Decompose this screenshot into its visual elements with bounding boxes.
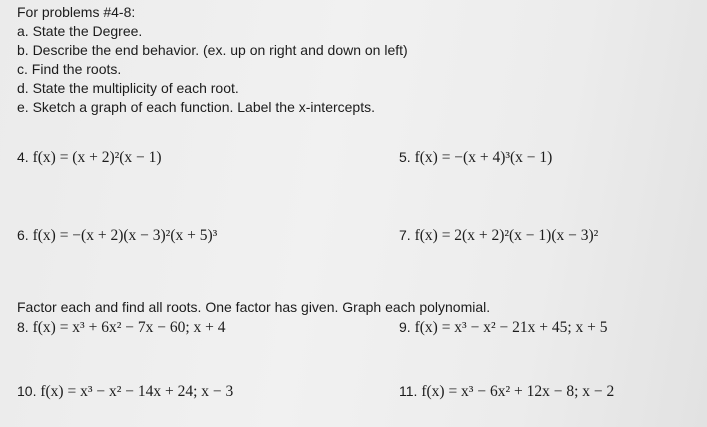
problem-7 [399, 226, 598, 245]
problem-number: 9. [399, 319, 411, 335]
problem-number: 7. [399, 227, 411, 243]
problem-8 [17, 318, 226, 337]
instruction-d: d. State the multiplicity of each root. [17, 80, 239, 96]
problem-function: f(x) = −(x + 2)(x − 3)²(x + 5)³ [32, 227, 218, 244]
problem-function: f(x) = (x + 2)²(x − 1) [32, 149, 162, 166]
problem-function: f(x) = −(x + 4)³(x − 1) [414, 149, 553, 166]
problem-function: f(x) = 2(x + 2)²(x − 1)(x − 3)² [414, 227, 599, 244]
instruction-e: e. Sketch a graph of each function. Label the x-intercepts. [17, 99, 375, 115]
instructions-heading: For problems #4-8: [17, 4, 136, 20]
problem-4 [17, 148, 162, 167]
section2-heading: Factor each and find all roots. One factor has given. Graph each polynomial. [17, 299, 491, 315]
instruction-c: c. Find the roots. [17, 61, 122, 77]
problem-11 [399, 382, 614, 401]
problem-6 [17, 226, 217, 245]
problem-number: 8. [17, 319, 29, 335]
problem-number: 11. [399, 383, 418, 399]
problem-number: 6. [17, 227, 29, 243]
instruction-b: b. Describe the end behavior. (ex. up on right and down on left) [17, 42, 408, 58]
problem-number: 10. [17, 383, 37, 399]
problem-function: f(x) = x³ − 6x² + 12x − 8; x − 2 [421, 383, 615, 400]
problem-10 [17, 382, 233, 401]
instruction-a: a. State the Degree. [17, 23, 143, 39]
problem-5 [399, 148, 552, 167]
problem-number: 4. [17, 149, 29, 165]
problem-function: f(x) = x³ − x² − 14x + 24; x − 3 [40, 383, 234, 400]
problem-function: f(x) = x³ + 6x² − 7x − 60; x + 4 [32, 319, 226, 336]
problem-number: 5. [399, 149, 411, 165]
problem-function: f(x) = x³ − x² − 21x + 45; x + 5 [414, 319, 608, 336]
problem-9 [399, 318, 608, 337]
